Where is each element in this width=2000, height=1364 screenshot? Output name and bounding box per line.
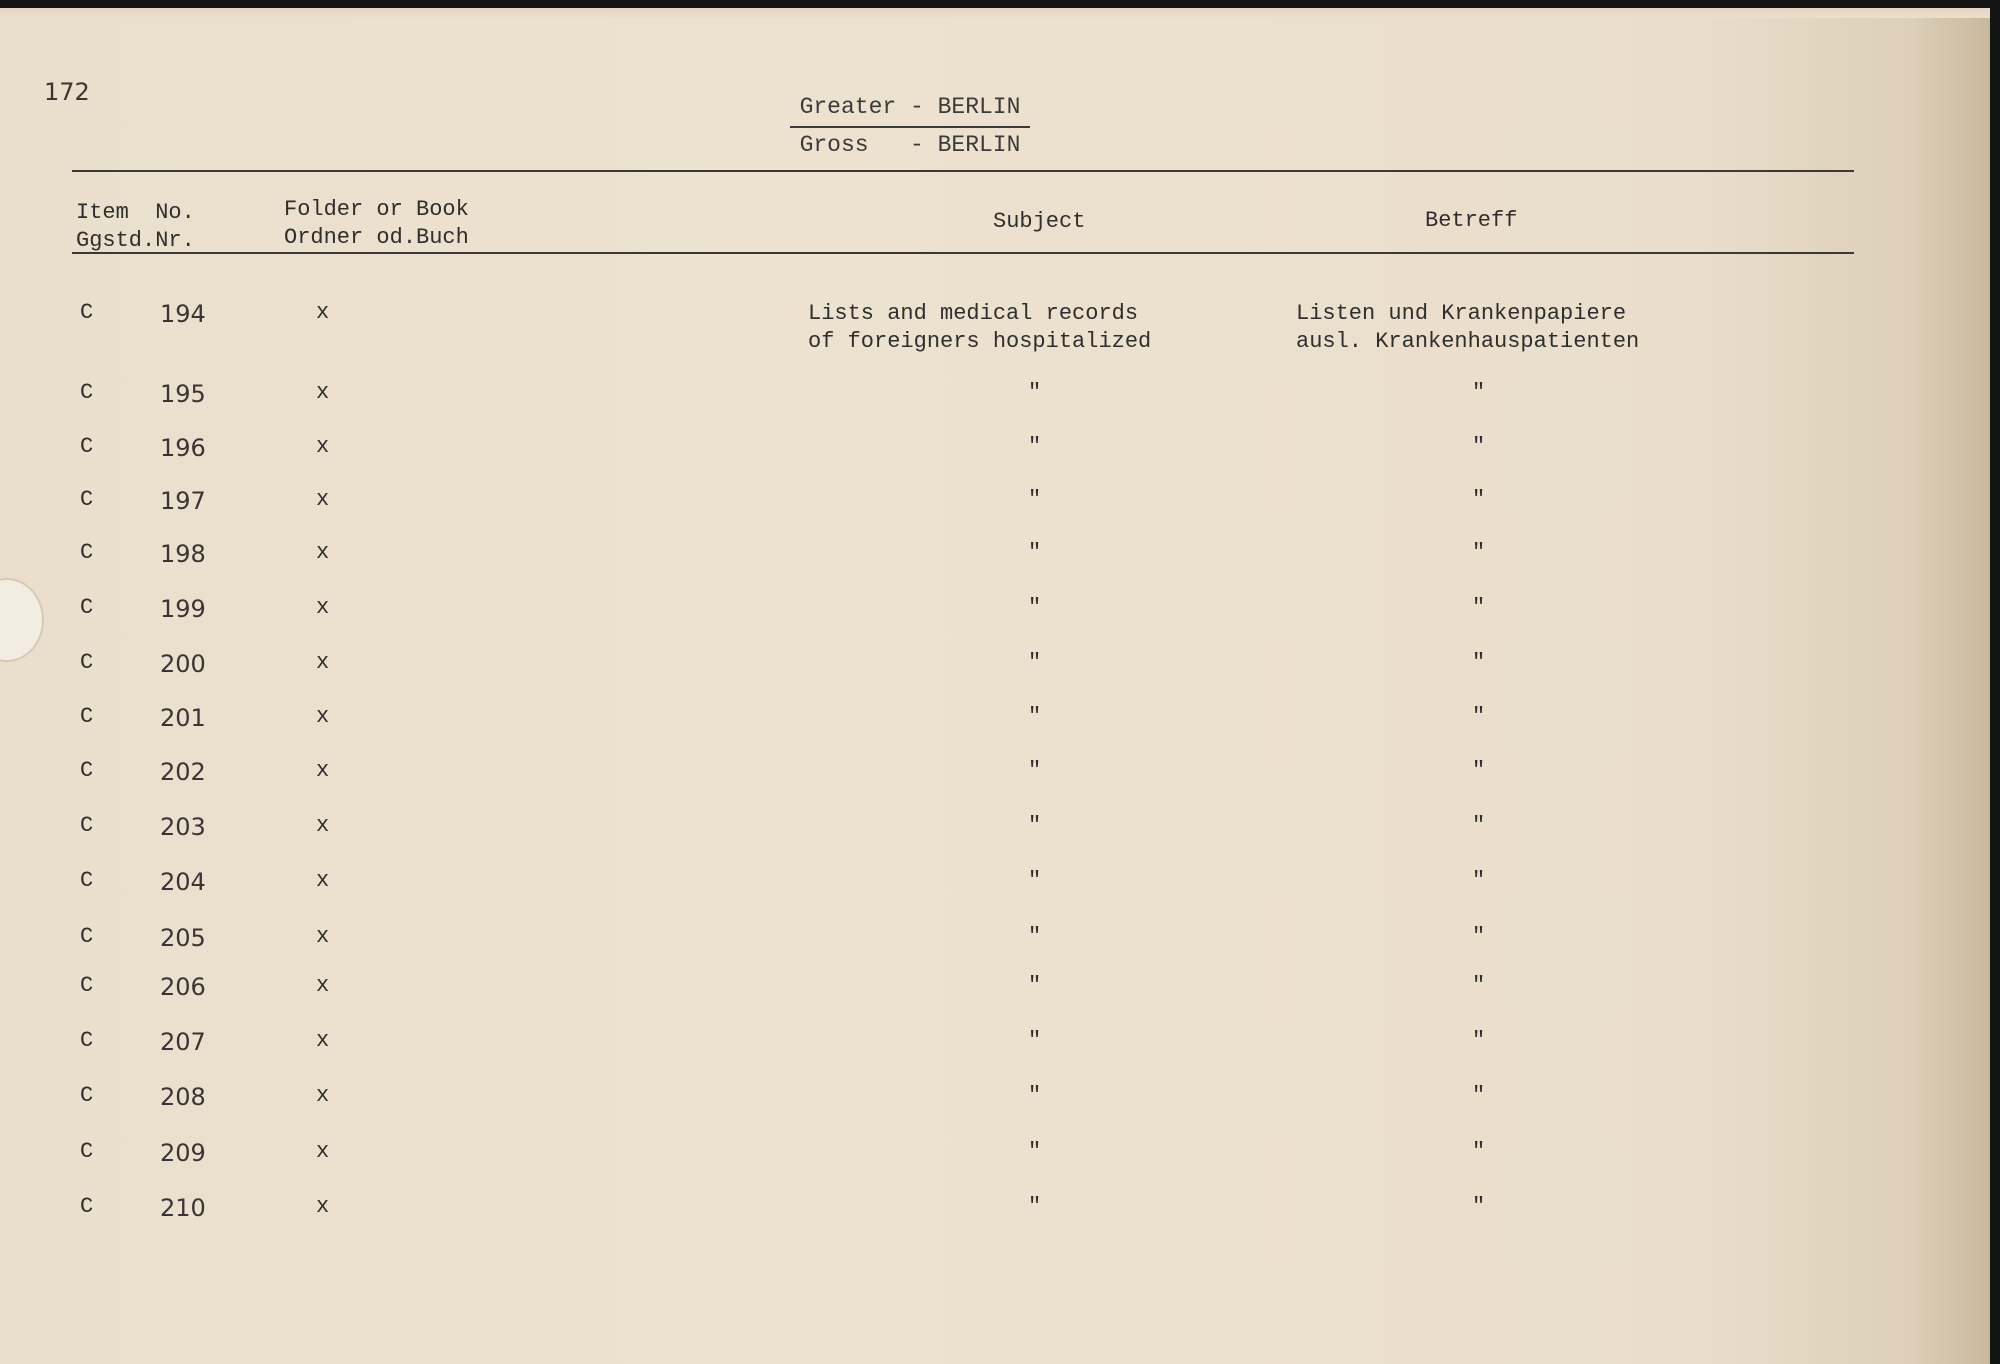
item-number: 198 — [160, 540, 206, 568]
subject-cell: " — [1028, 487, 1042, 512]
betreff-cell: " — [1472, 973, 1486, 998]
item-letter: C — [80, 1083, 94, 1108]
table-row — [0, 650, 1990, 690]
folder-mark: x — [316, 758, 330, 783]
betreff-cell: " — [1472, 813, 1486, 838]
subject-cell: " — [1028, 380, 1042, 405]
folder-mark: x — [316, 650, 330, 675]
subject-cell: " — [1028, 540, 1042, 565]
item-number: 205 — [160, 924, 206, 952]
table-row — [0, 758, 1990, 798]
betreff-cell: " — [1472, 540, 1486, 565]
folder-mark: x — [316, 1194, 330, 1219]
subject-cell: " — [1028, 595, 1042, 620]
betreff-cell: " — [1472, 1139, 1486, 1164]
page-number: 172 — [44, 78, 90, 106]
item-number: 203 — [160, 813, 206, 841]
subject-cell: " — [1028, 1194, 1042, 1219]
subject-cell: " — [1028, 924, 1042, 949]
betreff-cell: " — [1472, 487, 1486, 512]
item-letter: C — [80, 813, 94, 838]
folder-mark: x — [316, 487, 330, 512]
item-number: 208 — [160, 1083, 206, 1111]
item-number: 194 — [160, 300, 206, 328]
betreff-cell: " — [1472, 1083, 1486, 1108]
item-letter: C — [80, 434, 94, 459]
folder-mark: x — [316, 868, 330, 893]
betreff-cell: " — [1472, 434, 1486, 459]
header-folder-english: Folder or Book — [284, 197, 469, 222]
subject-cell: Lists and medical records of foreigners hospitalized — [808, 301, 1152, 354]
item-letter: C — [80, 380, 94, 405]
item-number: 206 — [160, 973, 206, 1001]
subject-cell: " — [1028, 813, 1042, 838]
subject-cell: " — [1028, 868, 1042, 893]
subject-cell: " — [1028, 434, 1042, 459]
subject-cell: " — [1028, 704, 1042, 729]
item-letter: C — [80, 924, 94, 949]
subject-cell: " — [1028, 1028, 1042, 1053]
folder-mark: x — [316, 973, 330, 998]
betreff-cell: " — [1472, 924, 1486, 949]
item-number: 196 — [160, 434, 206, 462]
header-item-number — [76, 199, 195, 255]
item-letter: C — [80, 300, 94, 325]
item-letter: C — [80, 487, 94, 512]
folder-mark: x — [316, 380, 330, 405]
table-row — [0, 1083, 1990, 1123]
table-row — [0, 704, 1990, 744]
betreff-cell: " — [1472, 868, 1486, 893]
betreff-cell: Listen und Krankenpapiere ausl. Krankenhauspatienten — [1296, 301, 1640, 354]
table-row — [0, 1139, 1990, 1179]
item-number: 201 — [160, 704, 206, 732]
folder-mark: x — [316, 1083, 330, 1108]
item-number: 195 — [160, 380, 206, 408]
item-letter: C — [80, 540, 94, 565]
header-bottom-rule — [72, 252, 1854, 254]
subject-cell: " — [1028, 1139, 1042, 1164]
subject-cell: " — [1028, 973, 1042, 998]
header-folder-german: Ordner od.Buch — [284, 225, 469, 250]
betreff-cell: " — [1472, 758, 1486, 783]
item-letter: C — [80, 1028, 94, 1053]
betreff-cell: " — [1472, 650, 1486, 675]
header-subject: Subject — [993, 209, 1086, 234]
item-letter: C — [80, 650, 94, 675]
item-number: 200 — [160, 650, 206, 678]
title-german: Gross - BERLIN — [799, 132, 1021, 158]
subject-cell: " — [1028, 758, 1042, 783]
betreff-cell: " — [1472, 380, 1486, 405]
folder-mark: x — [316, 813, 330, 838]
item-letter: C — [80, 1194, 94, 1219]
header-top-rule — [72, 170, 1854, 172]
folder-mark: x — [316, 924, 330, 949]
item-letter: C — [80, 1139, 94, 1164]
item-letter: C — [80, 595, 94, 620]
table-row — [0, 813, 1990, 853]
table-row — [0, 380, 1990, 420]
item-letter: C — [80, 758, 94, 783]
item-number: 209 — [160, 1139, 206, 1167]
item-number: 199 — [160, 595, 206, 623]
table-row — [0, 1194, 1990, 1234]
item-number: 197 — [160, 487, 206, 515]
folder-mark: x — [316, 595, 330, 620]
table-row — [0, 300, 1990, 354]
subject-cell: " — [1028, 1083, 1042, 1108]
header-item-english: Item No. — [76, 200, 195, 225]
table-row — [0, 973, 1990, 1013]
table-row — [0, 924, 1990, 964]
item-letter: C — [80, 973, 94, 998]
folder-mark: x — [316, 300, 330, 325]
header-folder-or-book — [284, 196, 469, 252]
table-row — [0, 1028, 1990, 1068]
betreff-cell: " — [1472, 1194, 1486, 1219]
table-row — [0, 868, 1990, 908]
folder-mark: x — [316, 434, 330, 459]
folder-mark: x — [316, 540, 330, 565]
item-number: 202 — [160, 758, 206, 786]
table-row — [0, 540, 1990, 580]
item-number: 207 — [160, 1028, 206, 1056]
page-title — [790, 90, 1030, 162]
betreff-cell: " — [1472, 595, 1486, 620]
betreff-cell: " — [1472, 704, 1486, 729]
subject-cell: " — [1028, 650, 1042, 675]
header-item-german: Ggstd.Nr. — [76, 228, 195, 253]
table-row — [0, 487, 1990, 527]
item-letter: C — [80, 868, 94, 893]
folder-mark: x — [316, 1028, 330, 1053]
item-letter: C — [80, 704, 94, 729]
page-top-edge — [0, 8, 1990, 18]
item-number: 210 — [160, 1194, 206, 1222]
table-row — [0, 434, 1990, 474]
folder-mark: x — [316, 704, 330, 729]
header-betreff: Betreff — [1425, 208, 1518, 233]
folder-mark: x — [316, 1139, 330, 1164]
document-page — [0, 8, 1990, 1364]
betreff-cell: " — [1472, 1028, 1486, 1053]
item-number: 204 — [160, 868, 206, 896]
title-english: Greater - BERLIN — [790, 90, 1030, 128]
table-row — [0, 595, 1990, 635]
